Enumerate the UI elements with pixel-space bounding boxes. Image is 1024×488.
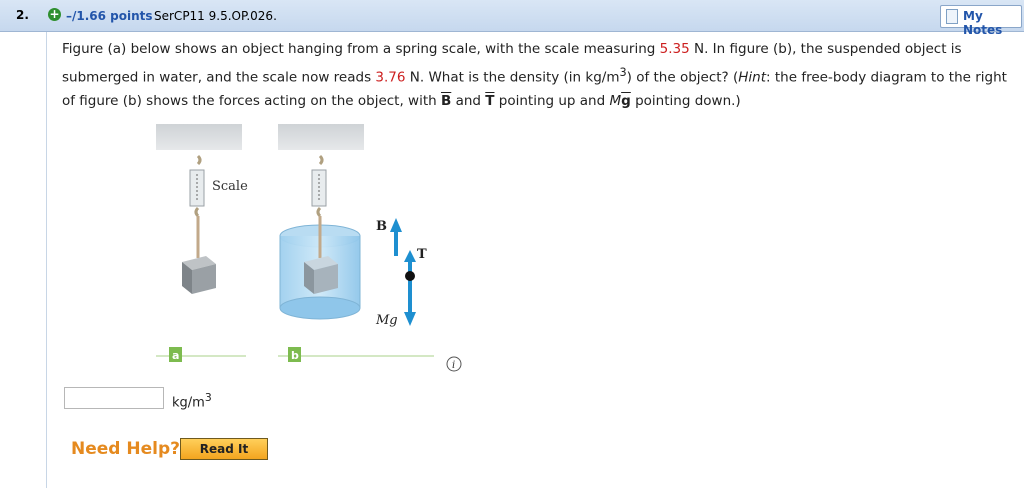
scale-reading-a: 5.35 <box>659 41 690 57</box>
svg-text:i: i <box>452 360 456 371</box>
block-b <box>304 256 338 294</box>
figure-label-b: b <box>291 349 299 362</box>
points-label: –/1.66 points <box>66 9 153 23</box>
notes-icon <box>946 9 958 24</box>
answer-unit: $kg/m^3$ <box>172 391 212 411</box>
expand-plus-icon[interactable]: + <box>49 7 60 21</box>
fbd-Mg-label: Mg <box>376 313 398 328</box>
my-notes-label: My Notes <box>963 9 1003 37</box>
question-header <box>0 0 1024 37</box>
figure-label-a: a <box>172 349 180 362</box>
question-left-border <box>46 32 47 488</box>
question-number: 2. <box>16 8 29 22</box>
spring-scale-a <box>190 156 204 258</box>
free-body-diagram <box>390 218 416 326</box>
question-text: Figure (a) below shows an object hanging from a spring scale, with the scale measuring 5.35 N. In figure (b), the suspended object is submerged in water, and the scale now reads 3.76 N. What is the density (in $kg/m^3$) of the object? (Hint: the free-body diagram to the right of figure (b) shows the forces acting on the object, with $\overline{B}$ and $\overline{T}$ pointing up and $M\overline{g}$ pointing down.) <box>62 41 1007 109</box>
ceiling-b <box>278 124 364 150</box>
need-help-label: Need Help? <box>71 439 180 459</box>
problem-code: SerCP11 9.5.OP.026. <box>154 9 277 23</box>
fbd-T-label: T <box>417 247 427 262</box>
scale-label: Scale <box>212 179 248 194</box>
scale-reading-b: 3.76 <box>375 69 406 86</box>
physics-figure <box>150 118 470 378</box>
read-it-button[interactable]: Read It <box>180 438 268 460</box>
ceiling-a <box>156 124 242 150</box>
fbd-B-label: B <box>376 219 387 234</box>
my-notes-button[interactable] <box>940 5 1022 37</box>
answer-input[interactable] <box>64 387 164 409</box>
block-a <box>182 256 216 294</box>
